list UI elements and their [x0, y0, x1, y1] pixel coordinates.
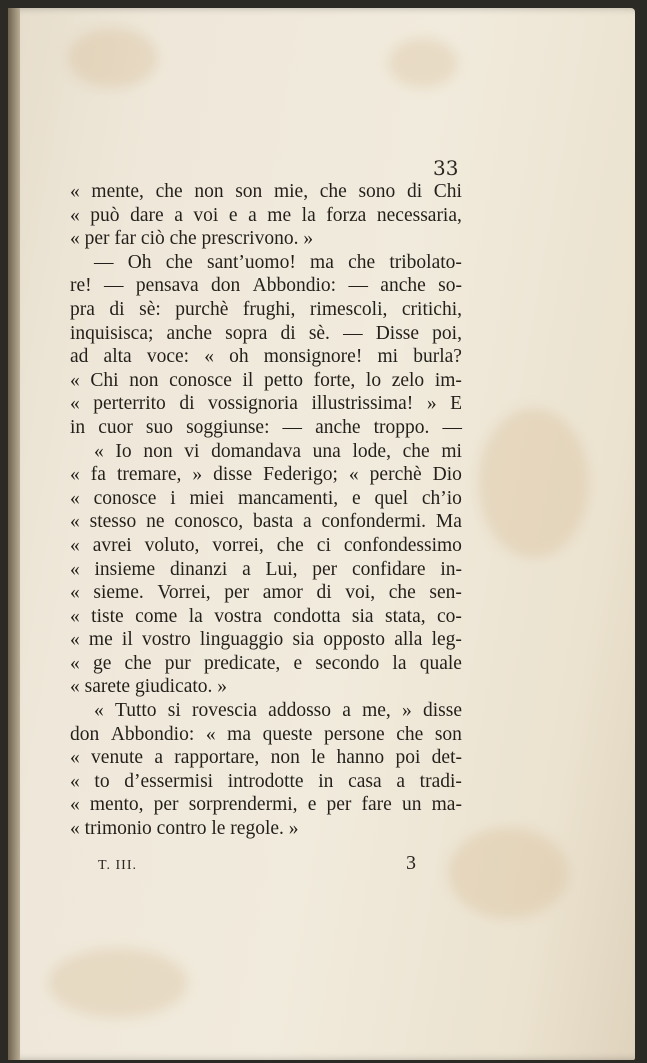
text-line: « avrei voluto, vorrei, che ci confondessimo — [70, 534, 462, 556]
foxing-stain — [478, 408, 588, 558]
text-line: « perterrito di vossignoria illustrissima! » E — [70, 393, 462, 415]
text-line: in cuor suo soggiunse: — anche troppo. — — [70, 416, 462, 438]
text-line: « sarete giudicato. » — [70, 676, 228, 698]
page-number: 33 — [433, 156, 459, 180]
text-line: inquisisca; anche sopra di sè. — Disse poi, — [70, 322, 462, 344]
foxing-stain — [68, 28, 158, 88]
text-line: don Abbondio: « ma queste persone che son — [70, 723, 462, 745]
text-line: « trimonio contro le regole. » — [70, 818, 299, 840]
text-line: « conosce i miei mancamenti, e quel ch’io — [70, 487, 462, 509]
book-page — [8, 8, 635, 1060]
text-line: « stesso ne conosco, basta a confondermi. Ma — [70, 511, 462, 533]
text-line: pra di sè: purchè frughi, rimescoli, critichi, — [70, 298, 462, 320]
text-line: — Oh che sant’uomo! ma che tribolato- — [94, 251, 462, 273]
text-line: « venute a rapportare, non le hanno poi det- — [70, 747, 462, 769]
foxing-stain — [48, 948, 188, 1018]
text-line: ad alta voce: « oh monsignore! mi burla? — [70, 346, 462, 368]
text-line: « insieme dinanzi a Lui, per confidare in- — [70, 558, 462, 580]
foxing-stain — [448, 828, 568, 918]
text-line: « mento, per sorprendermi, e per fare un ma- — [70, 794, 462, 816]
sheet-number: 3 — [406, 852, 416, 874]
text-line: « me il vostro linguaggio sia opposto alla leg- — [70, 629, 462, 651]
text-line: « mente, che non son mie, che sono di Chi — [70, 181, 462, 202]
page-spine-edge — [8, 8, 20, 1060]
text-line: « sieme. Vorrei, per amor di voi, che sen- — [70, 582, 462, 604]
volume-signature: T. III. — [98, 858, 137, 873]
text-line: « tiste come la vostra condotta sia stata, co- — [70, 605, 462, 627]
foxing-stain — [388, 38, 458, 88]
text-line: « per far ciò che prescrivono. » — [70, 228, 314, 250]
text-line: « Io non vi domandava una lode, che mi — [94, 440, 462, 462]
text-line: « ge che pur predicate, e secondo la quale — [70, 652, 462, 674]
text-line: re! — pensava don Abbondio: — anche so- — [70, 275, 462, 297]
text-line: « to d’essermisi introdotte in casa a tradi- — [70, 770, 462, 792]
body-text — [70, 180, 462, 841]
text-line: « Tutto si rovescia addosso a me, » disse — [94, 700, 462, 722]
text-line: « può dare a voi e a me la forza necessaria, — [70, 204, 462, 226]
text-line: « Chi non conosce il petto forte, lo zelo im- — [70, 369, 462, 391]
text-line: « fa tremare, » disse Federigo; « perchè Dio — [70, 464, 462, 486]
